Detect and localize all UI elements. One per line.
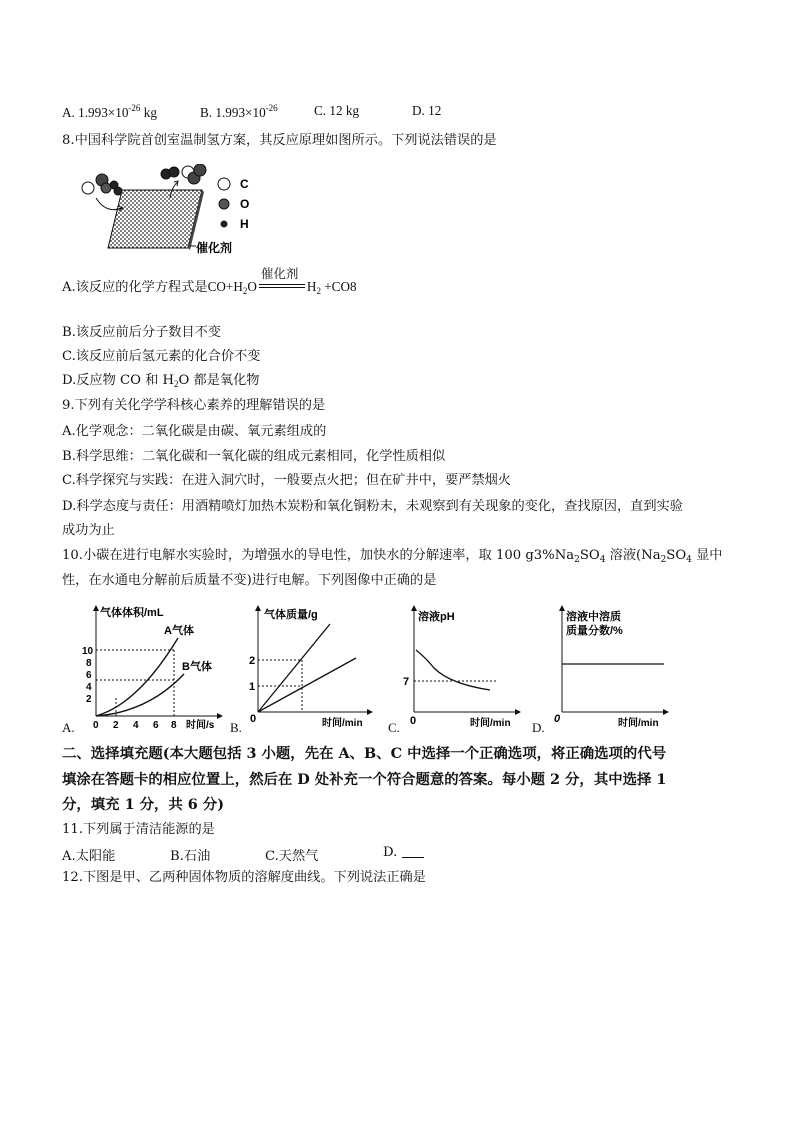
section2-heading-line1: 二、选择填充题(本大题包括 3 小题，先在 A、B、C 中选择一个正确选项，将正确选项的代号: [62, 745, 667, 762]
svg-text:0: 0: [93, 720, 99, 731]
q8-option-d: D.反应物 CO 和 $H_2O$ 都是氧化物: [62, 373, 260, 389]
q11-option-d: D.: [383, 845, 424, 860]
co-molecule-c: [82, 182, 94, 194]
q7-option-a: A. $1.993\times 10^{-26}$ kg: [62, 103, 157, 120]
curve-b-label: B气体: [182, 661, 212, 673]
chart-d-ylabel-1: 溶液中溶质: [566, 611, 621, 623]
legend-o-label: O: [240, 197, 250, 211]
q10-chart-b: [246, 604, 376, 732]
legend-o-icon: [219, 199, 229, 209]
chart-a-xlabel: 时间/s: [186, 720, 215, 731]
q10-chart-d: [552, 604, 672, 732]
q8-option-c: C.该反应前后氢元素的化合价不变: [62, 349, 261, 364]
legend-h-icon: [221, 221, 228, 228]
chart-c-ylabel: 溶液pH: [418, 611, 455, 623]
svg-text:0: 0: [250, 713, 257, 725]
svg-text:1: 1: [249, 681, 256, 693]
svg-text:7: 7: [403, 676, 410, 688]
svg-text:6: 6: [153, 720, 159, 731]
section2-heading-line3: 分，填充 1 分，共 6 分): [62, 796, 225, 813]
answer-blank: [402, 845, 424, 858]
q8-reaction-diagram: [66, 164, 266, 256]
catalyst-equals: 催化剂: [257, 279, 307, 293]
svg-text:2: 2: [113, 720, 119, 731]
line-shallow: [258, 658, 356, 712]
chart-c-xlabel: 时间/min: [470, 718, 511, 729]
q11-option-c: C.天然气: [265, 849, 319, 864]
legend-c-label: C: [240, 177, 249, 191]
q10-option-d-label: D.: [532, 720, 545, 735]
svg-text:8: 8: [86, 658, 92, 669]
chart-b-ylabel: 气体质量/g: [264, 609, 318, 621]
chart-d-xlabel: 时间/min: [618, 718, 659, 729]
svg-text:8: 8: [171, 720, 177, 731]
q7-option-d: D. 12: [412, 103, 442, 118]
q9-stem: 9.下列有关化学学科核心素养的理解错误的是: [62, 398, 326, 413]
q10-stem-line1: 10.小碳在进行电解水实验时，为增强水的导电性，加快水的分解速率，取 100 $g3\%Na_2SO_4$ 溶液($Na_2SO_4$ 显中: [62, 548, 723, 565]
chart-d-ylabel-2: 质量分数/%: [566, 625, 623, 637]
q9-option-d-line1: D.科学态度与责任：用酒精喷灯加热木炭粉和氧化铜粉末，未观察到有关现象的变化，查找原因，直到实验: [62, 499, 683, 514]
q9-option-a: A.化学观念：二氧化碳是由碳、氧元素组成的: [62, 424, 327, 439]
q10-option-a-label: A.: [62, 720, 75, 735]
line-steep: [258, 624, 330, 712]
q12-stem: 12.下图是甲、乙两种固体物质的溶解度曲线。下列说法正确是: [62, 870, 426, 885]
q9-option-d-line2: 成功为止: [62, 523, 115, 538]
svg-text:0: 0: [410, 715, 417, 727]
ph-curve: [416, 650, 490, 690]
legend-h-label: H: [240, 217, 249, 231]
q11-option-b: B.石油: [170, 849, 211, 864]
q10-chart-c: [400, 604, 524, 732]
catalyst-plate: [108, 190, 202, 248]
q9-option-b: B.科学思维：二氧化碳和一氧化碳的组成元素相同，化学性质相似: [62, 449, 446, 464]
chart-a-ylabel: 气体体积/mL: [100, 607, 164, 619]
catalyst-label: 催化剂: [196, 241, 233, 255]
curve-a-label: A气体: [164, 625, 194, 637]
chart-b-xlabel: 时间/min: [322, 718, 363, 729]
q8-option-b: B.该反应前后分子数目不变: [62, 325, 221, 340]
svg-text:0: 0: [554, 713, 561, 725]
q10-stem-line2: 性，在水通电分解前后质量不变)进行电解。下列图像中正确的是: [62, 573, 437, 588]
q8-stem: 8.中国科学院首创室温制氢方案，其反应原理如图所示。下列说法错误的是: [62, 133, 497, 148]
q7-option-c: C. 12 kg: [314, 103, 360, 118]
q7-option-b: B. $1.993\times 10^{-26}$: [200, 103, 278, 120]
q8-option-a: A.该反应的化学方程式是$CO+H_2O$ 催化剂 $H_2 +CO8$: [62, 266, 357, 296]
svg-text:4: 4: [86, 682, 92, 693]
q11-option-a: A.太阳能: [62, 849, 116, 864]
q10-option-b-label: B.: [230, 720, 242, 735]
q11-stem: 11.下列属于清洁能源的是: [62, 822, 215, 837]
svg-text:4: 4: [133, 720, 139, 731]
legend-c-icon: [218, 178, 230, 190]
q9-option-c: C.科学探究与实践：在进入洞穴时，一般要点火把；但在矿井中，要严禁烟火: [62, 473, 511, 488]
section2-heading-line2: 填涂在答题卡的相应位置上，然后在 D 处补充一个符合题意的答案。每小题 2 分，其中选择 1: [62, 771, 667, 788]
q10-option-c-label: C.: [388, 720, 400, 735]
svg-text:10: 10: [82, 646, 94, 657]
svg-text:2: 2: [249, 655, 256, 667]
svg-text:6: 6: [86, 670, 92, 681]
q10-chart-a: [78, 604, 228, 732]
svg-text:2: 2: [86, 694, 92, 705]
